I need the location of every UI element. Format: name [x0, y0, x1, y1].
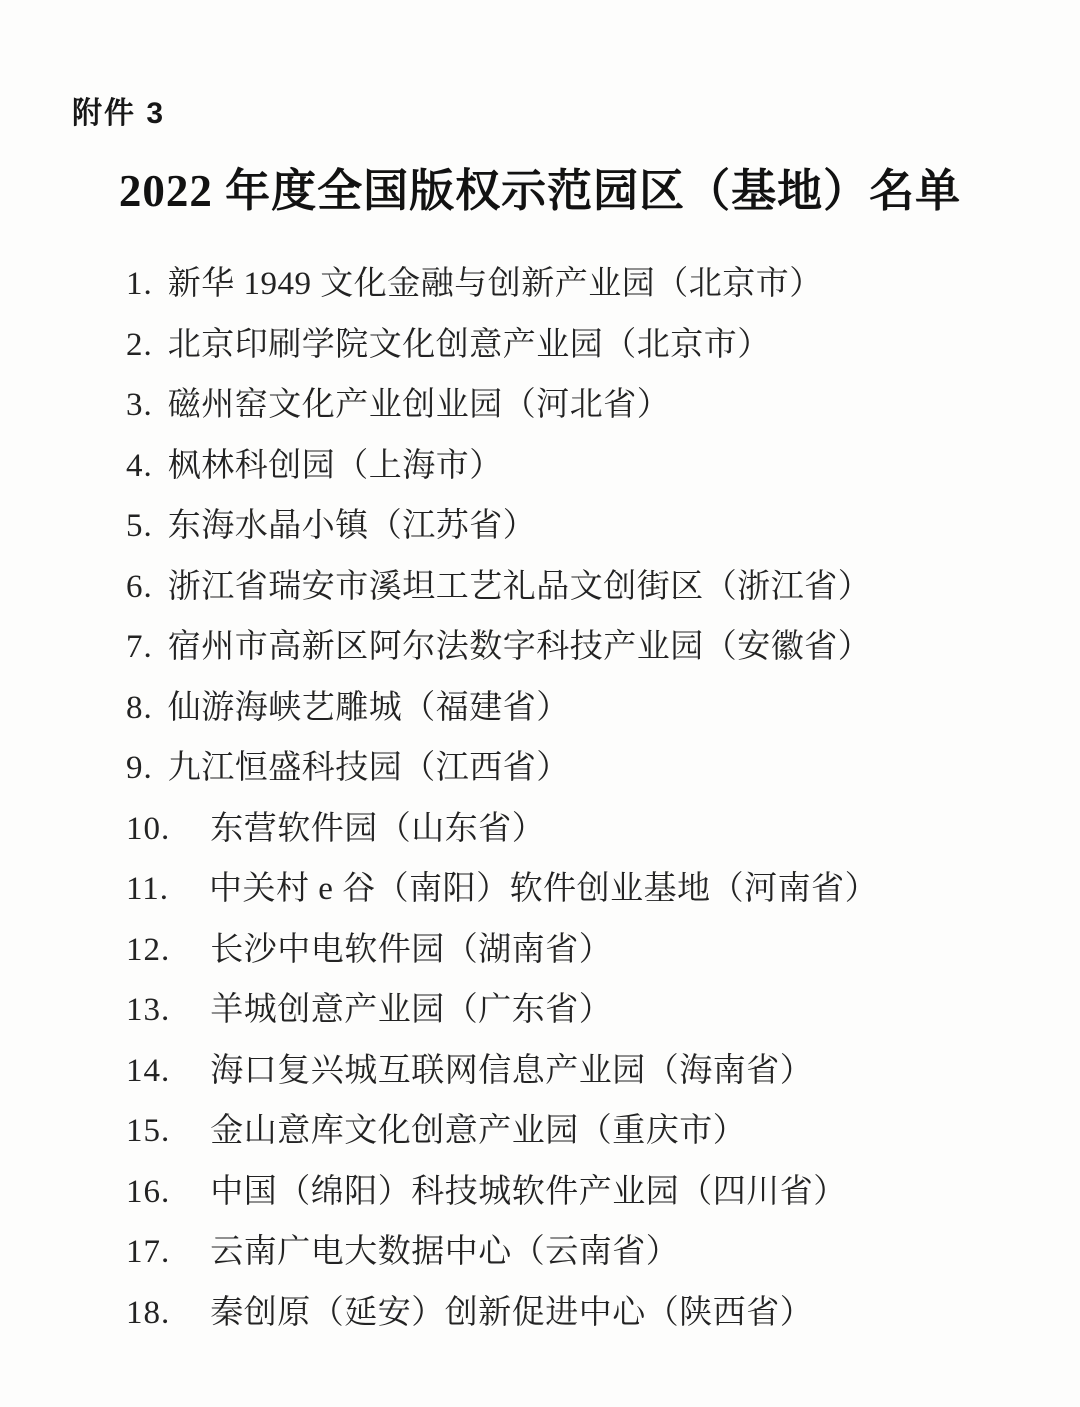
- item-number: 14.: [126, 1052, 171, 1089]
- item-number: 17.: [126, 1234, 171, 1270]
- list-item: [126, 1222, 1080, 1283]
- item-number: 11.: [126, 871, 170, 907]
- attachment-label: 附件 3: [72, 97, 166, 130]
- item-name: 东海水晶小镇（江苏省）: [167, 508, 537, 544]
- item-number: 4.: [126, 447, 153, 484]
- list-item: [126, 315, 1080, 376]
- item-number: 9.: [126, 750, 153, 786]
- list-item: [126, 920, 1080, 981]
- list-item: [126, 1162, 1080, 1223]
- item-name: 宿州市高新区阿尔法数字科技产业园（安徽省）: [167, 629, 872, 665]
- item-name: 浙江省瑞安市溪坦工艺礼品文创街区（浙江省）: [167, 568, 872, 605]
- item-name: 九江恒盛科技园（江西省）: [167, 750, 570, 786]
- list-item: [126, 1041, 1080, 1102]
- item-number: 8.: [126, 689, 153, 726]
- item-number: 7.: [126, 629, 153, 665]
- item-number: 15.: [126, 1113, 171, 1149]
- list-item: [126, 557, 1080, 618]
- list-item: [126, 799, 1080, 860]
- item-name: 新华 1949 文化金融与创新产业园（北京市）: [167, 266, 823, 302]
- list-item: [126, 436, 1080, 497]
- item-number: 2.: [126, 326, 153, 363]
- item-name: 海口复兴城互联网信息产业园（海南省）: [210, 1052, 814, 1089]
- list-item: [126, 980, 1080, 1041]
- item-name: 中国（绵阳）科技城软件产业园（四川省）: [210, 1173, 847, 1210]
- item-name: 长沙中电软件园（湖南省）: [210, 931, 613, 968]
- item-name: 秦创原（延安）创新促进中心（陕西省）: [210, 1294, 814, 1331]
- list-item: [126, 617, 1080, 678]
- item-number: 12.: [126, 931, 171, 968]
- item-number: 5.: [126, 508, 153, 544]
- list-item: [126, 678, 1080, 739]
- item-name: 枫林科创园（上海市）: [167, 447, 503, 484]
- item-name: 羊城创意产业园（广东省）: [210, 992, 613, 1028]
- list-item: [126, 1283, 1080, 1344]
- list-item: [126, 1101, 1080, 1162]
- item-name: 北京印刷学院文化创意产业园（北京市）: [167, 326, 771, 363]
- list-item: [126, 859, 1080, 920]
- item-number: 10.: [126, 810, 171, 847]
- item-name: 金山意库文化创意产业园（重庆市）: [210, 1113, 747, 1149]
- park-list: [0, 254, 1080, 1343]
- item-name: 东营软件园（山东省）: [210, 810, 546, 847]
- list-item: [126, 738, 1080, 799]
- item-number: 18.: [126, 1294, 171, 1331]
- item-name: 中关村 e 谷（南阳）软件创业基地（河南省）: [209, 871, 879, 907]
- item-name: 云南广电大数据中心（云南省）: [210, 1234, 680, 1270]
- list-item: [126, 254, 1080, 315]
- item-number: 3.: [126, 387, 153, 423]
- item-number: 1.: [126, 266, 153, 302]
- list-item: [126, 375, 1080, 436]
- item-name: 磁州窑文化产业创业园（河北省）: [167, 387, 671, 423]
- page-title: 2022 年度全国版权示范园区（基地）名单: [118, 166, 962, 216]
- list-item: [126, 496, 1080, 557]
- item-number: 16.: [126, 1173, 171, 1210]
- item-number: 6.: [126, 568, 153, 605]
- item-number: 13.: [126, 992, 171, 1028]
- item-name: 仙游海峡艺雕城（福建省）: [167, 689, 570, 726]
